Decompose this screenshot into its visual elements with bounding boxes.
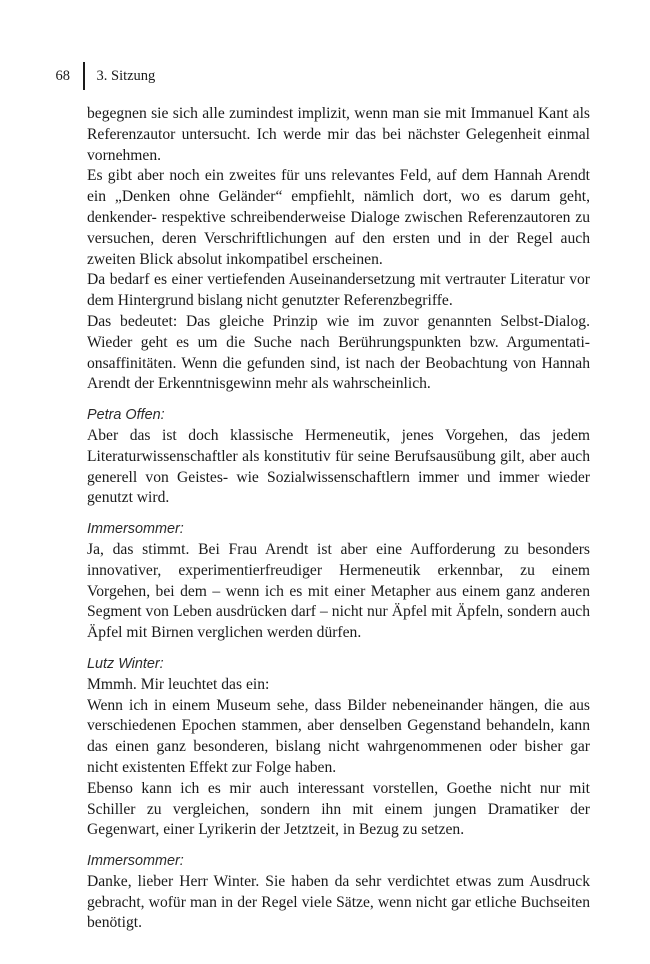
paragraph: Das bedeutet: Das gleiche Prinzip wie im zuvor genannten Selbst-Dialog. Wieder geht es um die Suche nach Berührungspunkten bzw. Argumentationsaffinitäten. Wenn die gefunden sind, ist nach der Beobachtung von Hannah Arendt der Erkenntnisgewinn mehr als wahrscheinlich. bbox=[87, 312, 590, 393]
page-body bbox=[87, 104, 590, 934]
speaker-name: Lutz Winter: bbox=[87, 655, 164, 672]
dialogue-block bbox=[87, 405, 590, 509]
dialogue-block bbox=[87, 519, 590, 644]
paragraph: Wenn ich in einem Museum sehe, dass Bilder nebeneinander hängen, die aus verschiedenen Epochen stammen, aber denselben Gegenstand behandeln, kann das einen ganz besonderen, bislang nicht wahrgenommenen oder bisher gar nicht existenten Effekt zur Folge haben. bbox=[87, 696, 590, 776]
speaker-name: Immersommer: bbox=[87, 521, 184, 538]
dialogue-block bbox=[87, 654, 590, 841]
paragraph: Danke, lieber Herr Winter. Sie haben da sehr verdichtet etwas zum Ausdruck gebracht, wofür man in der Regel viele Sätze, wenn nicht gar etliche Buchseiten benötigt. bbox=[87, 872, 590, 932]
speaker-name: Immersommer: bbox=[87, 853, 184, 870]
page-number: 68 bbox=[55, 67, 70, 84]
speaker-name: Petra Offen: bbox=[87, 407, 165, 424]
paragraph: Ja, das stimmt. Bei Frau Arendt ist aber eine Aufforderung zu besonders innovativer, experimentierfreudiger Hermeneutik erkennbar, zu einem Vorgehen, bei dem – wenn ich es mit einer Metapher aus einem ganz anderen Segment von Leben ausdrücken darf – nicht nur Äpfel mit Äpfeln, sondern auch Äpfel mit Birnen verglichen werden dürfen. bbox=[87, 540, 590, 642]
header-divider bbox=[83, 62, 85, 90]
paragraph: Ebenso kann ich es mir auch interessant vorstellen, Goethe nicht nur mit Schiller zu vergleichen, sondern ihn mit einem jungen Dramatiker der Gegenwart, einer Lyrikerin der Jetztzeit, in Bezug zu setzen. bbox=[87, 779, 590, 839]
section-title: 3. Sitzung bbox=[96, 67, 156, 84]
paragraph: Es gibt aber noch ein zweites für uns relevantes Feld, auf dem Hannah Arendt ein „Denken ohne Geländer“ empfiehlt, nämlich dort, wo es darum geht, denkender- respektive schreibenderweise Dialoge zwischen Referenzautoren zu versuchen, deren Verschriftlichungen auf den ersten und in der Regel auch zweiten Blick absolut inkompatibel erscheinen. bbox=[87, 167, 590, 268]
paragraph: Da bedarf es einer vertiefenden Auseinandersetzung mit vertrauter Literatur vor dem Hintergrund bislang nicht genutzter Referenzbegriffe. bbox=[87, 271, 590, 310]
paragraph: Aber das ist doch klassische Hermeneutik, jenes Vorgehen, das jedem Literaturwissenschaftler als konstitutiv für seine Berufsausübung gilt, aber auch generell von Geistes- wie Sozialwissenschaftlern immer und immer wieder genutzt wird. bbox=[87, 426, 590, 507]
dialogue-block bbox=[87, 851, 590, 934]
paragraph: Mmmh. Mir leuchtet das ein: bbox=[87, 675, 270, 693]
paragraph: begegnen sie sich alle zumindest implizit, wenn man sie mit Immanuel Kant als Referenzautor untersucht. Ich werde mir das bei nächster Gelegenheit einmal vornehmen. bbox=[87, 105, 590, 164]
running-header bbox=[48, 62, 155, 90]
